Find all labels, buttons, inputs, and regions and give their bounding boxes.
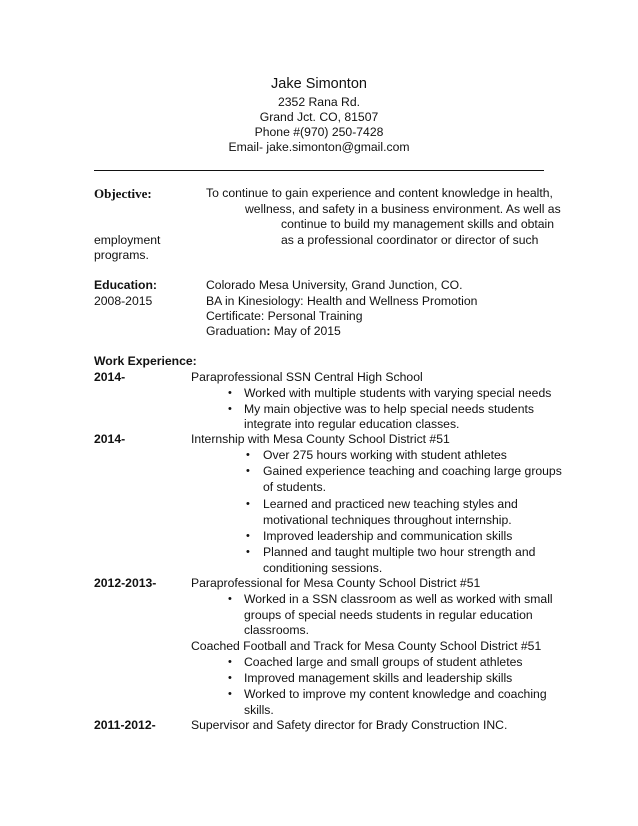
email-line: Email- jake.simonton@gmail.com [228, 140, 410, 154]
graduation-label: Graduation [206, 324, 267, 338]
graduation-line: Graduation: May of 2015 [206, 324, 341, 338]
education-years: 2008-2015 [94, 294, 153, 308]
entry-bullet-text: Learned and practiced new teaching styles and [263, 497, 518, 511]
objective-label: Objective: [94, 186, 152, 201]
entry-bullet-text: Planned and taught multiple two hour strength and [263, 545, 536, 559]
work-experience-label: Work Experience: [94, 354, 197, 368]
education-label: Education: [94, 278, 157, 292]
entry-title: Supervisor and Safety director for Brady Construction INC. [191, 718, 508, 732]
entry-year: 2014- [94, 432, 126, 446]
bullet-icon: • [228, 593, 232, 605]
entry-year: 2014- [94, 370, 126, 384]
entry-title: Paraprofessional for Mesa County School District #51 [191, 576, 481, 590]
entry-bullet-text: Improved leadership and communication skills [263, 529, 513, 543]
objective-line: To continue to gain experience and content knowledge in health, [206, 186, 553, 200]
entry-bullet-text: motivational techniques throughout internship. [263, 513, 512, 527]
bullet-icon: • [246, 498, 250, 510]
bullet-icon: • [228, 688, 232, 700]
graduation-value: May of 2015 [270, 324, 341, 338]
bullet-icon: • [246, 530, 250, 542]
entry-bullet-text: groups of special needs students in regular education [244, 608, 533, 622]
objective-wrap: employment [94, 233, 161, 247]
bullet-icon: • [228, 403, 232, 415]
bullet-icon: • [228, 672, 232, 684]
address-line: 2352 Rana Rd. [278, 95, 360, 109]
entry-bullet-text: Coached large and small groups of student athletes [244, 655, 523, 669]
entry-bullet-text: Over 275 hours working with student athletes [263, 448, 507, 462]
entry-bullet-text: conditioning sessions. [263, 561, 383, 575]
entry-bullet-text: skills. [244, 703, 274, 717]
bullet-icon: • [228, 387, 232, 399]
phone-line: Phone #(970) 250-7428 [254, 125, 384, 139]
entry-bullet-text: My main objective was to help special needs students [244, 402, 534, 416]
entry-bullet-text: Worked with multiple students with varying special needs [244, 386, 552, 400]
entry-bullet-text: Worked to improve my content knowledge and coaching [244, 687, 547, 701]
entry-bullet-text: classrooms. [244, 623, 310, 637]
entry-year: 2011-2012- [94, 718, 156, 732]
objective-line: as a professional coordinator or director of such [281, 233, 539, 247]
city-line: Grand Jct. CO, 81507 [259, 110, 379, 124]
objective-line: wellness, and safety in a business environment. As well as [245, 202, 561, 216]
header-divider [94, 170, 544, 171]
entry-title: Paraprofessional SSN Central High School [191, 370, 423, 384]
entry-year: 2012-2013- [94, 576, 157, 590]
objective-wrap: programs. [94, 248, 149, 262]
entry-title: Internship with Mesa County School District #51 [191, 432, 450, 446]
entry-title: Coached Football and Track for Mesa County School District #51 [191, 639, 542, 653]
entry-bullet-text: of students. [263, 480, 327, 494]
applicant-name: Jake Simonton [271, 76, 367, 92]
objective-line: continue to build my management skills and obtain [281, 217, 555, 231]
entry-bullet-text: integrate into regular education classes. [244, 417, 460, 431]
bullet-icon: • [246, 546, 250, 558]
entry-bullet-text: Improved management skills and leadership skills [244, 671, 513, 685]
bullet-icon: • [228, 656, 232, 668]
bullet-icon: • [246, 449, 250, 461]
entry-bullet-text: Gained experience teaching and coaching large groups [263, 464, 562, 478]
entry-bullet-text: Worked in a SSN classroom as well as worked with small [244, 592, 553, 606]
education-line: Certificate: Personal Training [206, 309, 363, 323]
education-line: Colorado Mesa University, Grand Junction, CO. [206, 278, 463, 292]
bullet-icon: • [246, 465, 250, 477]
education-line: BA in Kinesiology: Health and Wellness Promotion [206, 294, 478, 308]
